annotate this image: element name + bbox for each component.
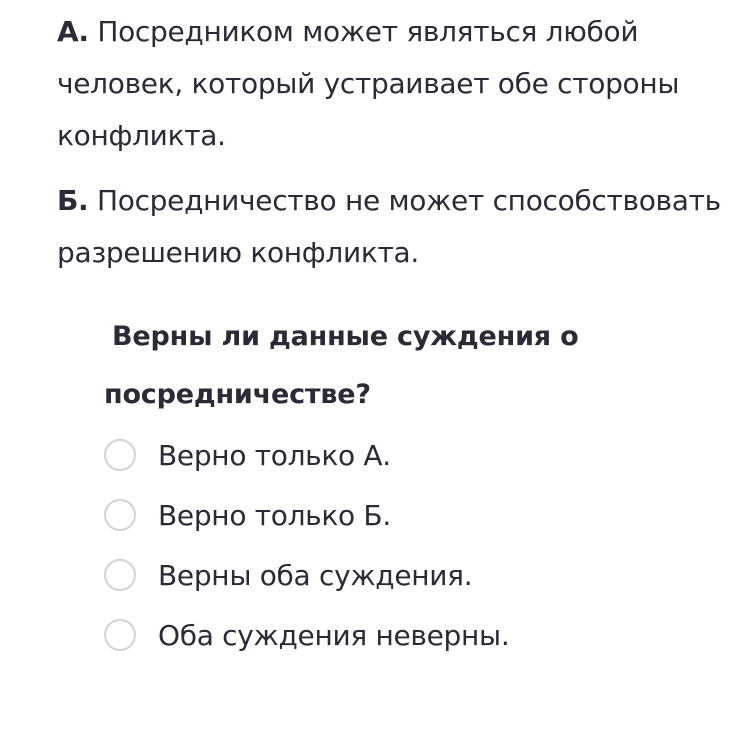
question-text: Верны ли данные суждения о посредничестве? (104, 321, 579, 410)
statement-text: Посредничество не может способствовать разрешению конфликта. (57, 184, 721, 269)
answer-option-4[interactable] (104, 605, 704, 665)
answer-option-2[interactable] (104, 485, 704, 545)
radio-button-icon[interactable] (104, 619, 136, 651)
statement-letter: А. (57, 15, 89, 48)
question-prompt (104, 308, 664, 424)
answer-option-3[interactable] (104, 545, 704, 605)
answer-option-label: Верны оба суждения. (158, 558, 473, 592)
answer-option-label: Оба суждения неверны. (158, 618, 510, 652)
statement-letter: Б. (57, 184, 89, 217)
answer-options (104, 425, 704, 665)
statement-text: Посредником может являться любой человек, который устраивает обе стороны конфликта. (57, 15, 680, 152)
answer-option-label: Верно только А. (158, 438, 391, 472)
radio-button-icon[interactable] (104, 559, 136, 591)
answer-option-1[interactable] (104, 425, 704, 485)
statement-a (57, 6, 727, 162)
answer-option-label: Верно только Б. (158, 498, 391, 532)
statement-b (57, 175, 727, 279)
radio-button-icon[interactable] (104, 499, 136, 531)
radio-button-icon[interactable] (104, 439, 136, 471)
